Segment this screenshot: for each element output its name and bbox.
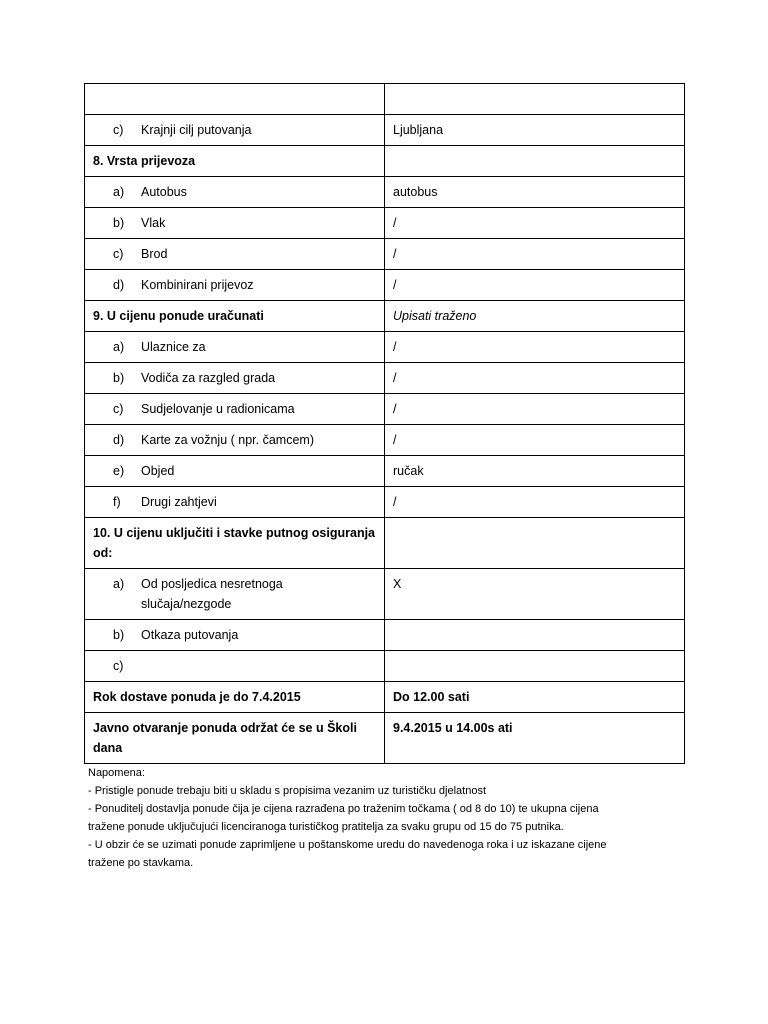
- row-value-cell: [385, 569, 685, 620]
- row-value: Upisati traženo: [393, 309, 477, 323]
- table-row: [85, 487, 685, 518]
- table-row: [85, 620, 685, 651]
- row-value: autobus: [393, 185, 438, 199]
- list-marker: c): [113, 123, 124, 137]
- list-marker: b): [113, 216, 125, 230]
- table-row: [85, 651, 685, 682]
- row-label: Otkaza putovanja: [141, 628, 239, 642]
- row-value-cell: [385, 84, 685, 115]
- table-row: [85, 456, 685, 487]
- note-line: - U obzir će se uzimati ponude zaprimljene u poštanskome uredu do navedenoga roka i uz iskazane cijene: [88, 839, 607, 851]
- table-row: [85, 569, 685, 620]
- row-value-cell: [385, 301, 685, 332]
- row-label-cell: [85, 84, 385, 115]
- note-title: Napomena:: [88, 767, 145, 779]
- table-row: [85, 332, 685, 363]
- row-label-cell: [85, 651, 385, 682]
- row-label-cell: [85, 456, 385, 487]
- row-value: Do 12.00 sati: [393, 690, 470, 704]
- list-marker: d): [113, 278, 125, 292]
- table-row: [85, 115, 685, 146]
- row-value-cell: [385, 651, 685, 682]
- row-value: X: [393, 577, 402, 591]
- row-label-cell: [85, 208, 385, 239]
- row-value-cell: [385, 518, 685, 569]
- row-value: /: [393, 495, 397, 509]
- section-row: [85, 518, 685, 569]
- table-row: [85, 208, 685, 239]
- row-value-cell: [385, 115, 685, 146]
- note-line: - Pristigle ponude trebaju biti u skladu s propisima vezanim uz turističku djelatnost: [88, 785, 487, 797]
- table-row: [85, 394, 685, 425]
- offer-form-table: [84, 83, 685, 764]
- row-label-cell: [85, 569, 385, 620]
- row-label: Krajnji cilj putovanja: [141, 123, 252, 137]
- table-row: [85, 270, 685, 301]
- row-value-cell: [385, 363, 685, 394]
- row-value: /: [393, 433, 397, 447]
- row-label-cell: [85, 425, 385, 456]
- row-label: Ulaznice za: [141, 340, 206, 354]
- row-label-cell: [85, 115, 385, 146]
- table-row: [85, 177, 685, 208]
- row-value-cell: [385, 620, 685, 651]
- row-label-cell: [85, 363, 385, 394]
- table-row: [85, 425, 685, 456]
- row-value-cell: [385, 425, 685, 456]
- list-marker: a): [113, 185, 125, 199]
- section-row: [85, 301, 685, 332]
- section-heading: 8. Vrsta prijevoza: [85, 146, 385, 177]
- row-label: Kombinirani prijevoz: [141, 278, 254, 292]
- row-value: ručak: [393, 464, 424, 478]
- row-value-cell: [385, 713, 685, 764]
- row-label-cell: [85, 239, 385, 270]
- row-label-cell: [85, 270, 385, 301]
- row-value-cell: [385, 682, 685, 713]
- row-value: /: [393, 247, 397, 261]
- row-label: Drugi zahtjevi: [141, 495, 217, 509]
- row-value: 9.4.2015 u 14.00s ati: [393, 721, 513, 735]
- row-value-cell: [385, 239, 685, 270]
- row-value-cell: [385, 146, 685, 177]
- table-row: [85, 363, 685, 394]
- section-heading: Javno otvaranje ponuda održat će se u Školi dana: [85, 713, 385, 764]
- row-label: Od posljedica nesretnoga slučaja/nezgode: [141, 577, 283, 611]
- section-row: [85, 146, 685, 177]
- note-section: [88, 764, 688, 872]
- row-value: Ljubljana: [393, 123, 444, 137]
- list-marker: a): [113, 577, 125, 591]
- list-marker: f): [113, 495, 121, 509]
- list-marker: a): [113, 340, 125, 354]
- section-heading: 9. U cijenu ponude uračunati: [85, 301, 385, 332]
- row-label-cell: [85, 487, 385, 518]
- note-line: - Ponuditelj dostavlja ponude čija je cijena razrađena po traženim točkama ( od 8 do 10) te ukupna cijena: [88, 803, 599, 815]
- row-label: Brod: [141, 247, 168, 261]
- row-value-cell: [385, 270, 685, 301]
- list-marker: c): [113, 247, 124, 261]
- list-marker: b): [113, 628, 125, 642]
- row-value: /: [393, 340, 397, 354]
- row-value-cell: [385, 332, 685, 363]
- row-label: Karte za vožnju ( npr. čamcem): [141, 433, 314, 447]
- row-value: /: [393, 278, 397, 292]
- row-value: /: [393, 371, 397, 385]
- list-marker: e): [113, 464, 125, 478]
- row-label-cell: [85, 332, 385, 363]
- row-value: /: [393, 216, 397, 230]
- row-value-cell: [385, 456, 685, 487]
- row-value-cell: [385, 394, 685, 425]
- row-label: Vlak: [141, 216, 166, 230]
- row-value-cell: [385, 487, 685, 518]
- note-line: tražene ponude uključujući licenciranoga turističkog pratitelja za svaku grupu od 15 do 75 putnika.: [88, 821, 564, 833]
- section-heading: Rok dostave ponuda je do 7.4.2015: [85, 682, 385, 713]
- row-label: Vodiča za razgled grada: [141, 371, 276, 385]
- list-marker: c): [113, 402, 124, 416]
- section-heading: 10. U cijenu uključiti i stavke putnog osiguranja od:: [85, 518, 385, 569]
- row-value-cell: [385, 177, 685, 208]
- note-line: tražene po stavkama.: [88, 857, 194, 869]
- list-marker: b): [113, 371, 125, 385]
- row-label-cell: [85, 394, 385, 425]
- section-row: [85, 713, 685, 764]
- row-label-cell: [85, 177, 385, 208]
- section-row: [85, 682, 685, 713]
- row-value-cell: [385, 208, 685, 239]
- table-row: [85, 239, 685, 270]
- row-label-cell: [85, 620, 385, 651]
- table-row: [85, 84, 685, 115]
- row-value: /: [393, 402, 397, 416]
- list-marker: c): [113, 659, 124, 673]
- row-label: Sudjelovanje u radionicama: [141, 402, 295, 416]
- row-label: Objed: [141, 464, 175, 478]
- row-label: Autobus: [141, 185, 187, 199]
- list-marker: d): [113, 433, 125, 447]
